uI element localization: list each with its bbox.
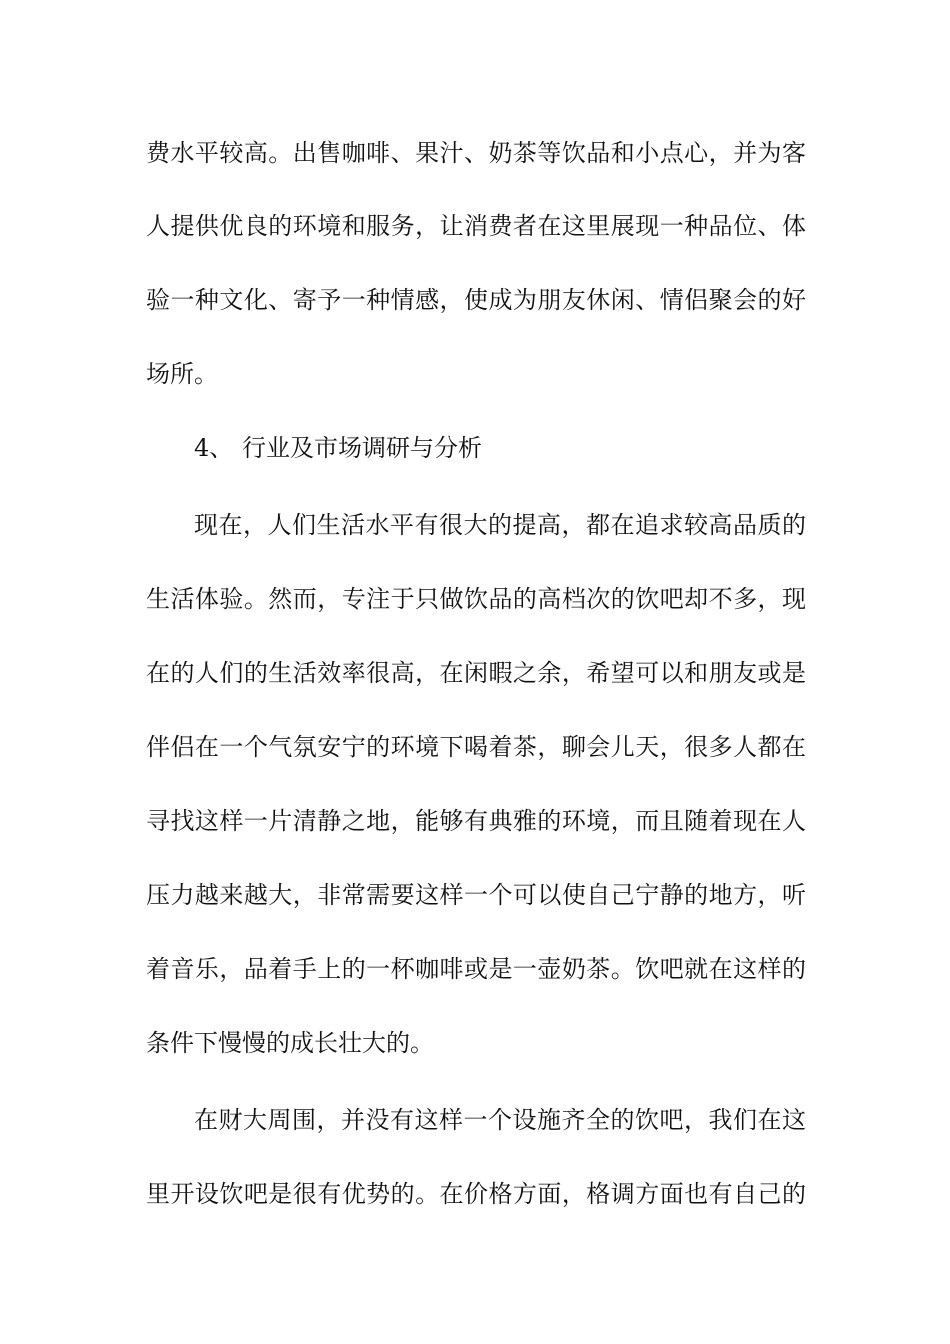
paragraph-line: 里开设饮吧是很有优势的。在价格方面，格调方面也有自己的 (146, 1180, 806, 1208)
paragraph-line: 伴侣在一个气氛安宁的环境下喝着茶，聊会儿天，很多人都在 (146, 733, 806, 761)
paragraph-line: 在财大周围，并没有这样一个设施齐全的饮吧，我们在这 (194, 1106, 806, 1134)
paragraph-line: 压力越来越大，非常需要这样一个可以使自己宁静的地方，听 (146, 881, 806, 909)
section-heading (194, 428, 482, 468)
paragraph-line: 在的人们的生活效率很高，在闲暇之余，希望可以和朋友或是 (146, 659, 806, 687)
paragraph-line: 验一种文化、寄予一种情感，使成为朋友休闲、情侣聚会的好 (146, 286, 806, 314)
paragraph-line: 生活体验。然而，专注于只做饮品的高档次的饮吧却不多，现 (146, 585, 806, 613)
section-number: 4、 (194, 434, 234, 462)
paragraph-line: 寻找这样一片清静之地，能够有典雅的环境，而且随着现在人 (146, 807, 806, 835)
paragraph-line: 条件下慢慢的成长壮大的。 (146, 1029, 434, 1057)
paragraph-line: 着音乐，品着手上的一杯咖啡或是一壶奶茶。饮吧就在这样的 (146, 955, 806, 983)
paragraph-line: 现在，人们生活水平有很大的提高，都在追求较高品质的 (194, 511, 806, 539)
section-title: 行业及市场调研与分析 (242, 434, 482, 462)
paragraph-line: 费水平较高。出售咖啡、果汁、奶茶等饮品和小点心，并为客 (146, 139, 806, 167)
paragraph-line: 人提供优良的环境和服务，让消费者在这里展现一种品位、体 (146, 212, 806, 240)
paragraph-line: 场所。 (146, 360, 218, 388)
